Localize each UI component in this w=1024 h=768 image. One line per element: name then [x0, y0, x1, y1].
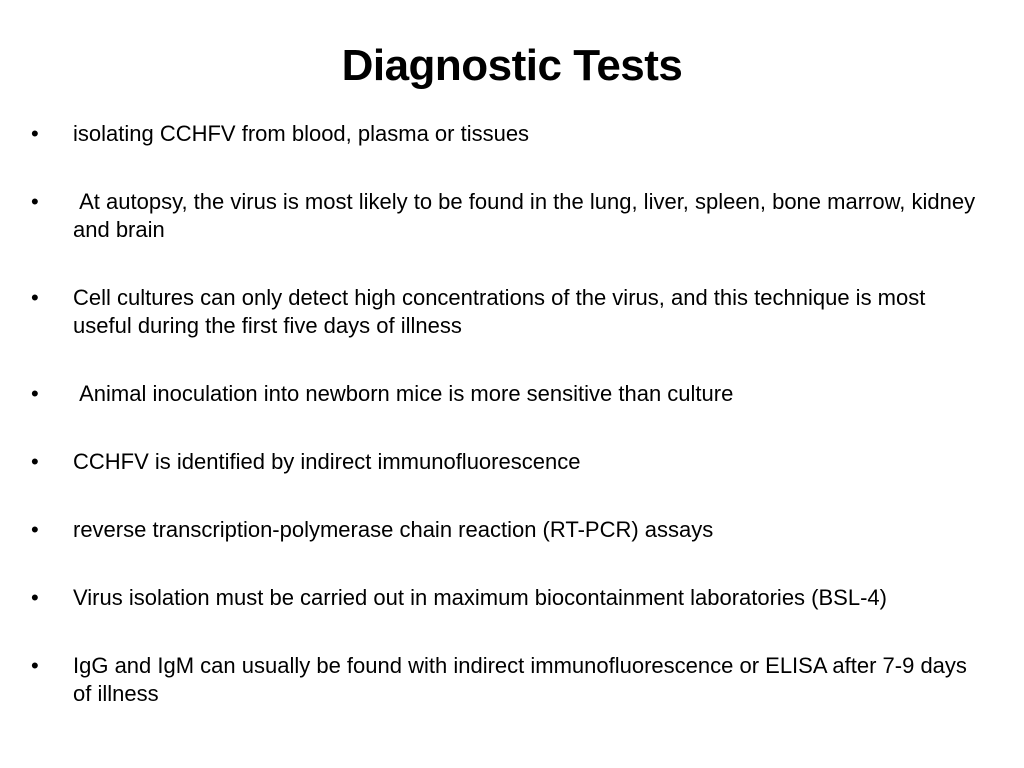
bullet-item	[30, 284, 980, 340]
bullet-text: reverse transcription-polymerase chain reaction (RT-PCR) assays	[73, 517, 714, 542]
bullet-icon: •	[31, 449, 39, 474]
bullet-text: Virus isolation must be carried out in maximum biocontainment laboratories (BSL-4)	[73, 585, 887, 610]
bullet-text: CCHFV is identified by indirect immunofluorescence	[73, 449, 581, 474]
bullet-item	[30, 516, 980, 544]
bullet-icon: •	[31, 517, 39, 542]
bullet-text: Cell cultures can only detect high concentrations of the virus, and this technique is most useful during the first five days of illness	[73, 285, 926, 338]
bullet-item	[30, 120, 980, 148]
bullet-icon: •	[31, 585, 39, 610]
bullet-text: Animal inoculation into newborn mice is more sensitive than culture	[73, 381, 734, 406]
bullet-text: IgG and IgM can usually be found with indirect immunofluorescence or ELISA after 7-9 days of illness	[73, 653, 967, 706]
bullet-item	[30, 652, 980, 708]
bullet-item	[30, 584, 980, 612]
bullet-icon: •	[31, 653, 39, 678]
bullet-icon: •	[31, 381, 39, 406]
slide-title: Diagnostic Tests	[341, 41, 683, 90]
bullet-text: At autopsy, the virus is most likely to be found in the lung, liver, spleen, bone marrow, kidney and brain	[73, 189, 982, 242]
bullet-item	[30, 380, 980, 408]
bullet-icon: •	[31, 121, 39, 146]
bullet-item	[30, 448, 980, 476]
bullet-text: isolating CCHFV from blood, plasma or tissues	[73, 121, 530, 146]
bullet-item	[30, 188, 980, 244]
bullet-icon: •	[31, 285, 39, 310]
bullet-list	[30, 120, 980, 708]
bullet-icon: •	[31, 189, 39, 214]
